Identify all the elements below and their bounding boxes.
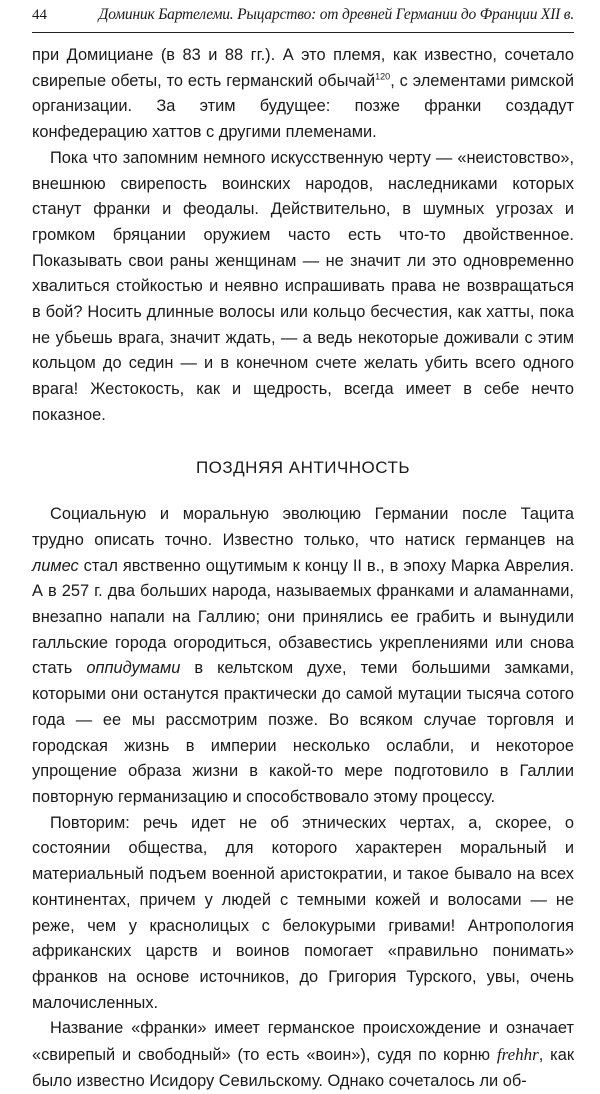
page-number: 44 (32, 7, 47, 23)
section-title: ПОЗДНЯЯ АНТИЧНОСТЬ (195, 457, 411, 477)
italic-term: лимес (32, 556, 79, 575)
paragraph-text: Социальную и моральную эволюцию Германии после Тацита трудно описать точно. Известно только, что натиск германцев на (32, 505, 574, 549)
running-title: Доминик Бартелеми. Рыцарство: от древней Германии до Франции XII в. (98, 6, 574, 23)
paragraph-text: при Домициане (в 83 и 88 гг.). А это племя, как известно, сочетало свирепые обеты, то есть германский обычай (32, 46, 574, 90)
paragraph-text: Название «франки» имеет германское происхождение и означает «свирепый и свободный» (то есть «воин»), судя по корню (32, 1019, 574, 1065)
paragraph: Пока что запомним немного искусственную черту — «неистовство», внешнюю свирепость воинских народов, наследниками которых станут франки и феодалы. Действительно, в шумных угрозах и громком бряцании оружием часто есть что-то двойственное. Показывать свои раны женщинам — не значит ли это одновременно хвалиться стойкостью и неявно испрашивать права не возвращаться в бой? Носить длинные волосы или кольцо бесчестия, как хатты, пока не убьешь врага, значит ждать, — а ведь некоторые доживали с этим кольцом до седин — и в конечном счете желать убить всего одного врага! Жестокость, как и щедрость, всегда имеет в себе нечто показное. (32, 148, 574, 424)
body-text (32, 43, 574, 1094)
paragraph (32, 1016, 574, 1094)
footnote-marker[interactable]: 120 (375, 71, 391, 82)
italic-term: frehhr (496, 1045, 539, 1065)
paragraph (32, 43, 574, 146)
italic-term: оппидумами (86, 659, 181, 678)
paragraph-text: стал явственно ощутимым к концу II в., в эпоху Марка Аврелия. А в 257 г. два больших народа, называемых франками и аламаннами, внезапно напали на Галлию; они принялись ее грабить и вынудили галльские города огородиться, обзавестись укреплениями или снова стать (32, 556, 574, 678)
paragraph-text: в кельтском духе, теми большими замками, которыми они останутся практически до самой мутации тысяча сотого года — ее мы рассмотрим позже. Во всяком случае торговля и городская жизнь в империи несколько ослабли, и некоторое упрощение образа жизни в какой-то мере подготовило в Галлии повторную германизацию и способствовало этому процессу. (32, 659, 575, 806)
paragraph-text: , как было известно Исидору Севильскому. Однако сочеталось ли об- (32, 1046, 574, 1090)
paragraph: Повторим: речь идет не об этнических чертах, а, скорее, о состоянии общества, для которого характерен моральный и материальный подъем военной аристократии, и такое бывало на всех континентах, причем у людей с темными кожей и волосами — не реже, чем у краснолицых с белокурыми гривами! Антропология африканских царств и воинов помогает «правильно понимать» франков на основе источников, до Григория Турского, увы, очень малочисленных. (32, 813, 574, 1012)
running-header (32, 0, 574, 33)
paragraph-text: , с элементами римской организации. За этим будущее: позже франки создадут конфедерацию хаттов с другими племенами. (32, 71, 574, 142)
paragraph (32, 502, 574, 810)
